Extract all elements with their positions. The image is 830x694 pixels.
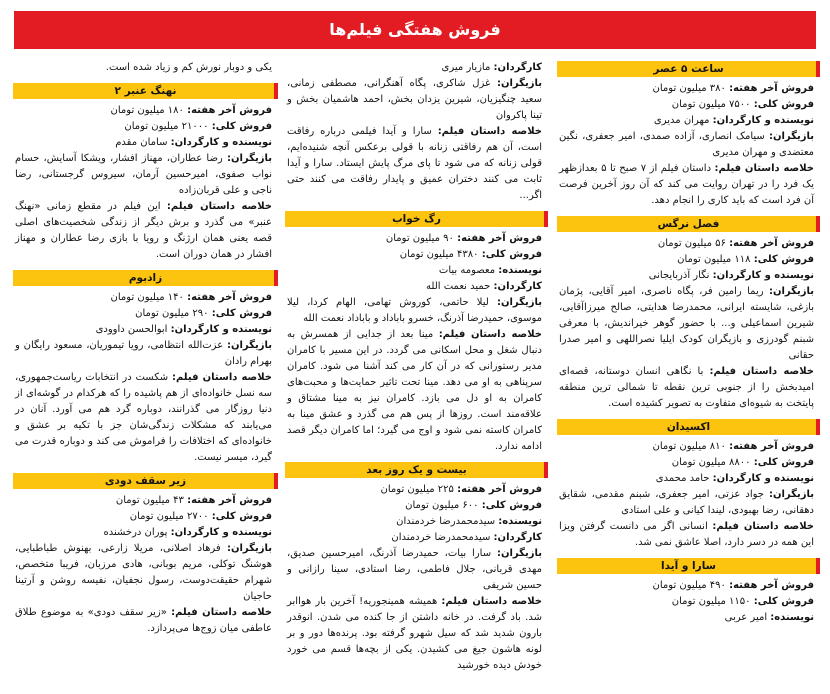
synopsis-label: خلاصه داستان فیلم:	[712, 521, 815, 532]
total-value: ۸۸۰۰ میلیون تومان	[671, 457, 751, 468]
cast	[559, 284, 814, 364]
cast-label: بازیگران:	[226, 153, 272, 164]
writer-value: سیدمحمدرضا خردمندان	[396, 516, 496, 527]
cast-value: جواد عزتی، امیر جعفری، شبنم مقدمی، شقایق دهقانی، رضا بهبودی، لیندا کیانی و علی استادی	[559, 489, 814, 516]
director-value: سیدمحمدرضا خردمندان	[391, 532, 491, 543]
synopsis-label: خلاصه داستان فیلم:	[171, 372, 273, 383]
film-nahang	[13, 83, 278, 263]
total-value: ۲۹۰ میلیون تومان	[135, 308, 209, 319]
synopsis	[287, 124, 542, 204]
cast-value: رضا عطاران، مهناز افشار، ویشکا آسایش، حسام نواب صفوی، امیرحسین آرمان، سیروس گرجستانی، رضا ناجی و علی قربان‌زاده	[15, 153, 272, 196]
writer-director-value: ابوالحسن داوودی	[95, 324, 168, 335]
total-label: فروش کلی:	[753, 596, 814, 607]
film-title: زادبوم	[13, 270, 278, 286]
cast-label: بازیگران:	[496, 548, 542, 559]
weekly-sales	[559, 236, 814, 252]
total-value: ۲۱۰۰۰ میلیون تومان	[124, 121, 209, 132]
writer-director	[559, 471, 814, 487]
total-sales	[559, 455, 814, 471]
weekly-label: فروش آخر هفته:	[729, 441, 814, 452]
total-sales	[559, 252, 814, 268]
synopsis	[287, 594, 542, 674]
film-rag	[285, 211, 548, 455]
weekly-label: فروش آخر هفته:	[187, 105, 272, 116]
writer-director	[559, 268, 814, 284]
synopsis-value: این فیلم در مقطع زمانی «نهنگ عنبر» می گذرد و برش دیگر از زندگی شخصیت‌های اصلی قصه یعنی همان ارژنگ و رویا با بازی رضا عطاران و مهناز افشار در همان دوران است.	[15, 201, 272, 260]
weekly-label: فروش آخر هفته:	[729, 83, 814, 94]
film-fasl	[557, 216, 820, 412]
column-middle	[285, 54, 548, 674]
total-value: ۲۷۰۰ میلیون تومان	[129, 511, 209, 522]
synopsis-value: داستان فیلم از ۷ صبح تا ۵ بعدازظهر یک فرد را در تهران روایت می کند که آن روز آخرین فرصت آن فرد است که باید کاری را انجام دهد.	[559, 163, 814, 206]
director-value: مازیار میری	[441, 62, 491, 73]
total-label: فروش کلی:	[211, 121, 272, 132]
cast-value: غزل شاکری، پگاه آهنگرانی، مصطفی زمانی، سعید چنگیزیان، شیرین یزدان بخش، احمد هاشمیان بخش و تینا پاکروان	[287, 78, 542, 121]
writer	[287, 514, 542, 530]
total-label: فروش کلی:	[211, 308, 272, 319]
cast-label: بازیگران:	[496, 297, 542, 308]
synopsis-label: خلاصه داستان فیلم:	[166, 201, 272, 212]
director-label: کارگردان:	[493, 532, 542, 543]
synopsis-value: سارا و آیدا فیلمی درباره رفاقت است، آن هم رفاقتی زنانه با قولی برعکس آنچه شنیده‌ایم، قولی زنانه که می شود تا پای مرگ پایش ایستاد. سارا و آیدا ثابت می کنند دختران عمیق و پایدار رفاقت می کنند حتی اگر...	[287, 126, 542, 201]
director	[287, 60, 542, 76]
film-bist	[285, 462, 548, 674]
writer	[559, 610, 814, 626]
film-title: زیر سقف دودی	[13, 473, 278, 489]
writer-director-label: نویسنده و کارگردان:	[170, 527, 272, 538]
total-label: فروش کلی:	[481, 500, 542, 511]
writer-director	[15, 135, 272, 151]
cast	[287, 76, 542, 124]
synopsis-label: خلاصه داستان فیلم:	[714, 163, 815, 174]
cast	[15, 338, 272, 370]
synopsis	[15, 605, 272, 637]
film-title: ساعت ۵ عصر	[557, 61, 820, 77]
cast	[287, 295, 542, 327]
total-label: فروش کلی:	[753, 457, 814, 468]
writer-value: معصومه بیات	[438, 265, 496, 276]
cast	[15, 151, 272, 199]
writer-director-label: نویسنده و کارگردان:	[170, 137, 272, 148]
film-title: اکسیدان	[557, 419, 820, 435]
synopsis-label: خلاصه داستان فیلم:	[709, 366, 815, 377]
weekly-sales	[15, 290, 272, 306]
cast-label: بازیگران:	[226, 340, 272, 351]
synopsis	[559, 161, 814, 209]
total-value: ۱۱۸ میلیون تومان	[677, 254, 751, 265]
writer-director-label: نویسنده و کارگردان:	[170, 324, 272, 335]
synopsis-value: مینا بعد از جدایی از همسرش به دنبال شغل و محل اسکانی می گردد. در این مسیر با کامران مدیر رستورانی که در آن کار می کند آشنا می شود. کامران سرپناهی به او می دهد. مینا تحت تاثیر حمایت‌ها و محبت‌های کامران به او دل می بازد. کامران نیز به مینا مشتاق و علاقه‌مند است. روزها از پس هم می گذرد و عشق مینا به کامران کاسته نمی شود و اوج می گیرد؛ اما کامران دیگر قصد ادامه ندارد.	[287, 329, 542, 452]
total-value: ۴۳۸۰ میلیون تومان	[399, 249, 479, 260]
cast	[287, 546, 542, 594]
director	[287, 530, 542, 546]
weekly-value: ۳۸۰ میلیون تومان	[652, 83, 726, 94]
cast-label: بازیگران:	[768, 286, 814, 297]
weekly-label: فروش آخر هفته:	[187, 292, 272, 303]
cast-value: لیلا حاتمی، کوروش تهامی، الهام کردا، لیلا موسوی، حمیدرضا آذرنگ، خسرو باباداد و باباداد نعمت الله	[287, 297, 542, 324]
synopsis-label: خلاصه داستان فیلم:	[441, 596, 543, 607]
film-title: رگ خواب	[285, 211, 548, 227]
synopsis-label: خلاصه داستان فیلم:	[438, 329, 542, 340]
total-sales	[287, 498, 542, 514]
weekly-label: فروش آخر هفته:	[457, 233, 542, 244]
total-label: فروش کلی:	[753, 99, 814, 110]
weekly-sales	[559, 81, 814, 97]
film-zirsaghf	[13, 473, 278, 637]
synopsis	[15, 370, 272, 466]
total-sales	[559, 97, 814, 113]
cast-value: فرهاد اصلانی، مریلا زارعی، بهنوش طباطبایی، هوشنگ توکلی، مریم بوبانی، هادی مرزبان، فریبا متخصص، شهرام حقیقت‌دوست، رسول نجفیان، نفیسه روشن و آرتینا حاجیان	[15, 543, 272, 602]
writer-director-value: حامد محمدی	[655, 473, 710, 484]
total-label: فروش کلی:	[211, 511, 272, 522]
total-value: ۷۵۰۰ میلیون تومان	[671, 99, 751, 110]
cast-label: بازیگران:	[768, 489, 814, 500]
cast-value: سارا بیات، حمیدرضا آذرنگ، امیرحسین صدیق، مهدی قربانی، جلال فاطمی، رضا استادی، سینا رازانی و حسین شریفی	[287, 548, 542, 591]
total-value: ۶۰۰ میلیون تومان	[405, 500, 479, 511]
weekly-sales	[287, 231, 542, 247]
weekly-value: ۸۱۰ میلیون تومان	[652, 441, 726, 452]
film-zadboom	[13, 270, 278, 466]
film-title: بیست و یک روز بعد	[285, 462, 548, 478]
synopsis-value: با نگاهی انسان دوستانه، قصه‌ای امیدبخش را از جنوبی ترین نقطه تا شمالی ترین منطقه پایتخت به شیوه‌ای متفاوت به تصویر کشیده است.	[559, 366, 814, 409]
total-sales	[287, 247, 542, 263]
total-sales	[15, 509, 272, 525]
writer-director-label: نویسنده و کارگردان:	[712, 270, 814, 281]
total-sales	[15, 119, 272, 135]
synopsis-value: انسانی اگر می دانست گرفتن ویزا این همه در دسر دارد، اصلا عاشق نمی شد.	[559, 521, 814, 548]
continued-text: یکی و دوبار نورش کم و زیاد شده است.	[105, 62, 272, 73]
weekly-sales	[287, 482, 542, 498]
director	[287, 279, 542, 295]
column-right	[557, 54, 820, 626]
weekly-label: فروش آخر هفته:	[729, 580, 814, 591]
writer-director-value: پوران درخشنده	[103, 527, 168, 538]
cast	[15, 541, 272, 605]
film-sara	[557, 558, 820, 626]
writer-director-value: نگار آذربایجانی	[648, 270, 710, 281]
synopsis-label: خلاصه داستان فیلم:	[171, 607, 272, 618]
total-sales	[559, 594, 814, 610]
synopsis-value: همیشه همینجوریه! آخرین بار هواابر شد. باد گرفت. در خانه داشتن از جا کنده می شدن. انوقدر بارون شدید شد که سیل شهرو گرفته بود. پرنده‌ها دور و بر لونه هاشون جیغ می کشیدن. یکی از بچه‌ها قسم می خورد خودش دیده خورشید	[287, 596, 542, 671]
film-title: نهنگ عنبر ۲	[13, 83, 278, 99]
weekly-sales	[559, 578, 814, 594]
director-label: کارگردان:	[493, 281, 542, 292]
column-left	[13, 54, 278, 637]
total-sales	[15, 306, 272, 322]
total-label: فروش کلی:	[753, 254, 814, 265]
weekly-sales	[559, 439, 814, 455]
writer-director-value: سامان مقدم	[115, 137, 168, 148]
total-label: فروش کلی:	[481, 249, 542, 260]
weekly-sales	[15, 103, 272, 119]
cast-value: عزت‌الله انتظامی، رویا تیموریان، مسعود رایگان و بهرام رادان	[15, 340, 272, 367]
writer-director	[15, 322, 272, 338]
cast-label: بازیگران:	[496, 78, 542, 89]
writer-director-value: مهران مدیری	[653, 115, 710, 126]
film-sara-continued	[285, 60, 548, 204]
writer-director	[15, 525, 272, 541]
synopsis	[15, 199, 272, 263]
writer-label: نویسنده:	[498, 265, 542, 276]
writer-director-label: نویسنده و کارگردان:	[712, 115, 814, 126]
page-title: فروش هفتگی فیلم‌ها	[14, 11, 816, 49]
film-title: سارا و آیدا	[557, 558, 820, 574]
total-value: ۱۱۵۰ میلیون تومان	[671, 596, 751, 607]
synopsis-label: خلاصه داستان فیلم:	[437, 126, 542, 137]
director-value: حمید نعمت الله	[426, 281, 491, 292]
weekly-label: فروش آخر هفته:	[729, 238, 814, 249]
weekly-value: ۴۹۰ میلیون تومان	[652, 580, 726, 591]
cast	[559, 487, 814, 519]
weekly-value: ۱۴۰ میلیون تومان	[110, 292, 184, 303]
weekly-value: ۱۸۰ میلیون تومان	[110, 105, 184, 116]
film-oxidan	[557, 419, 820, 551]
writer-label: نویسنده:	[770, 612, 814, 623]
writer-director-label: نویسنده و کارگردان:	[712, 473, 814, 484]
director-label: کارگردان:	[493, 62, 542, 73]
writer-label: نویسنده:	[498, 516, 542, 527]
writer	[287, 263, 542, 279]
synopsis-value: شکست در انتخابات ریاست‌جمهوری، سه نسل خانواده‌ای از هم پاشیده را که هرکدام در گوشه‌ای از دنیا روزگار می گذرانند، دوباره گرد هم می آورد. آنان در می‌یابند که مشکلات زندگی‌شان جز با تکیه بر عشق و خانواده‌ای که اختلافات را فراموش می کند و دوباره قدرت می گیرد، میسر نیست.	[15, 372, 272, 463]
cast-label: بازیگران:	[226, 543, 272, 554]
weekly-label: فروش آخر هفته:	[457, 484, 542, 495]
cast	[559, 129, 814, 161]
weekly-value: ۹۰ میلیون تومان	[385, 233, 454, 244]
synopsis	[559, 519, 814, 551]
weekly-sales	[15, 493, 272, 509]
cast-value: سیامک انصاری، آزاده صمدی، امیر جعفری، نگین معتضدی و مهران مدیری	[559, 131, 814, 158]
weekly-label: فروش آخر هفته:	[187, 495, 272, 506]
synopsis	[287, 327, 542, 455]
film-saat5	[557, 61, 820, 209]
weekly-value: ۵۶ میلیون تومان	[657, 238, 726, 249]
writer-value: امیر عربی	[724, 612, 768, 623]
synopsis-value: «زیر سقف دودی» به موضوع طلاق عاطفی میان زوج‌ها می‌پردازد.	[15, 607, 272, 634]
synopsis	[559, 364, 814, 412]
weekly-value: ۴۳ میلیون تومان	[115, 495, 184, 506]
cast-label: بازیگران:	[768, 131, 814, 142]
film-title: فصل نرگس	[557, 216, 820, 232]
weekly-value: ۲۲۵ میلیون تومان	[380, 484, 454, 495]
writer-director	[559, 113, 814, 129]
cast-value: ریما رامین فر، پگاه ناصری، امیر آقایی، پژمان بازغی، شایسته ایرانی، محمدرضا هدایتی، صالح میرزاآقایی، شیرین اسماعیلی و... با حضور گوهر خیراندیش، با معرفی شبنم گودرزی و بازیگران کودک ایلیا نصراللهی و امیر صدرا حقانی	[559, 286, 814, 361]
